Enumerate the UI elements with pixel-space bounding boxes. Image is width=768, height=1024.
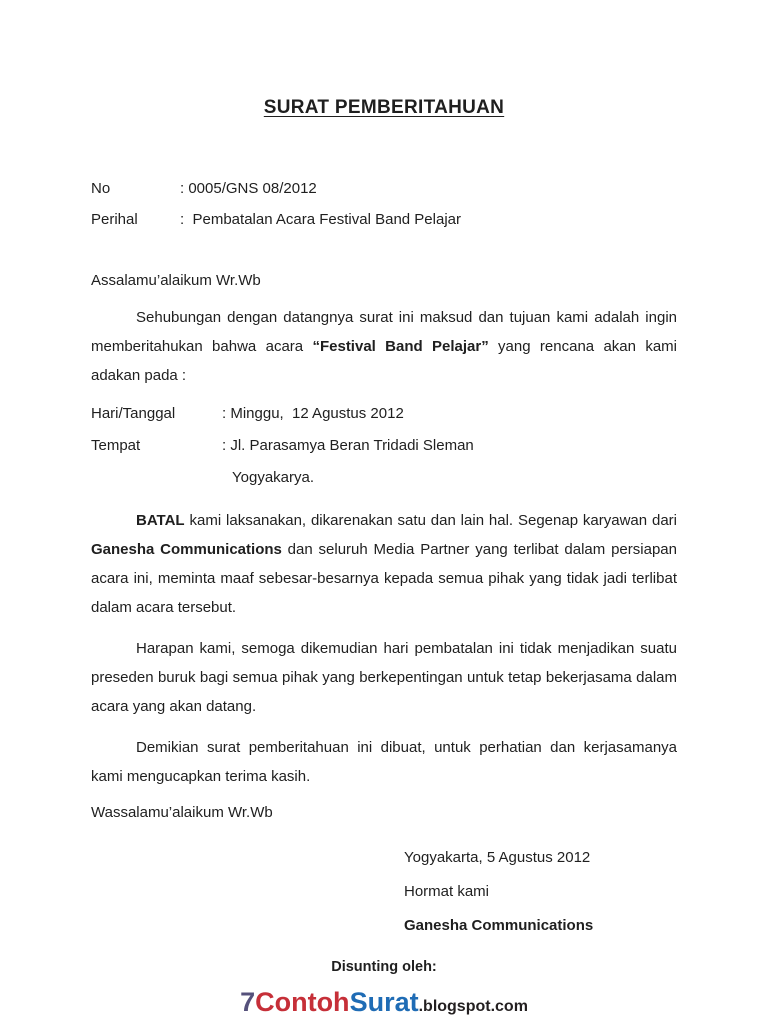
signature-block [404, 841, 677, 943]
hope-paragraph: Harapan kami, semoga dikemudian hari pembatalan ini tidak menjadikan suatu preseden buruk bagi semua pihak yang berkepentingan untuk tetap bekerjasama dalam acara yang akan datang. [91, 640, 677, 715]
page-title: SURAT PEMBERITAHUAN [263, 97, 505, 118]
subject-value: : Pembatalan Acara Festival Band Pelajar [180, 211, 461, 228]
site-logo: 7ContohSurat.blogspot.com [240, 987, 528, 1017]
closing-salutation: Wassalamu’alaikum Wr.Wb [91, 804, 273, 821]
edited-by-label: Disunting oleh: [331, 959, 437, 975]
event-date-row [91, 398, 677, 430]
signature-place-date: Yogyakarta, 5 Agustus 2012 [404, 849, 591, 866]
event-date-value: : Minggu, 12 Agustus 2012 [222, 405, 404, 422]
event-date-label: Hari/Tanggal [91, 405, 176, 422]
event-place-label: Tempat [91, 437, 141, 454]
signature-greeting: Hormat kami [404, 883, 490, 900]
event-place-continuation-row [91, 462, 677, 494]
letter-number-row [91, 173, 677, 204]
cancellation-paragraph: BATAL kami laksanakan, dikarenakan satu dan lain hal. Segenap karyawan dari Ganesha Communications dan seluruh Media Partner yang terlibat dalam persiapan acara ini, meminta maaf sebesar-besarnya kepada semua pihak yang tidak jadi terlibat dalam acara tersebut. [91, 512, 677, 616]
subject-label: Perihal [91, 211, 138, 228]
event-place-row [91, 430, 677, 462]
footer [91, 959, 677, 1022]
event-details [91, 398, 677, 494]
event-place-value: : Jl. Parasamya Beran Tridadi Sleman [222, 437, 474, 454]
opening-salutation: Assalamu’alaikum Wr.Wb [91, 272, 261, 289]
event-place-continuation-value: Yogyakarya. [232, 469, 315, 486]
closing-paragraph: Demikian surat pemberitahuan ini dibuat, untuk perhatian dan kerjasamanya kami mengucapkan terima kasih. [91, 739, 677, 785]
letter-meta [91, 173, 677, 235]
letter-number-value: : 0005/GNS 08/2012 [180, 180, 317, 197]
letter-number-label: No [91, 180, 111, 197]
intro-paragraph: Sehubungan dengan datangnya surat ini maksud dan tujuan kami adalah ingin memberitahukan bahwa acara “Festival Band Pelajar” yang rencana akan kami adakan pada : [91, 309, 677, 384]
subject-row [91, 204, 677, 235]
event-place-continuation-label [91, 462, 222, 494]
signature-company: Ganesha Communications [404, 917, 594, 934]
